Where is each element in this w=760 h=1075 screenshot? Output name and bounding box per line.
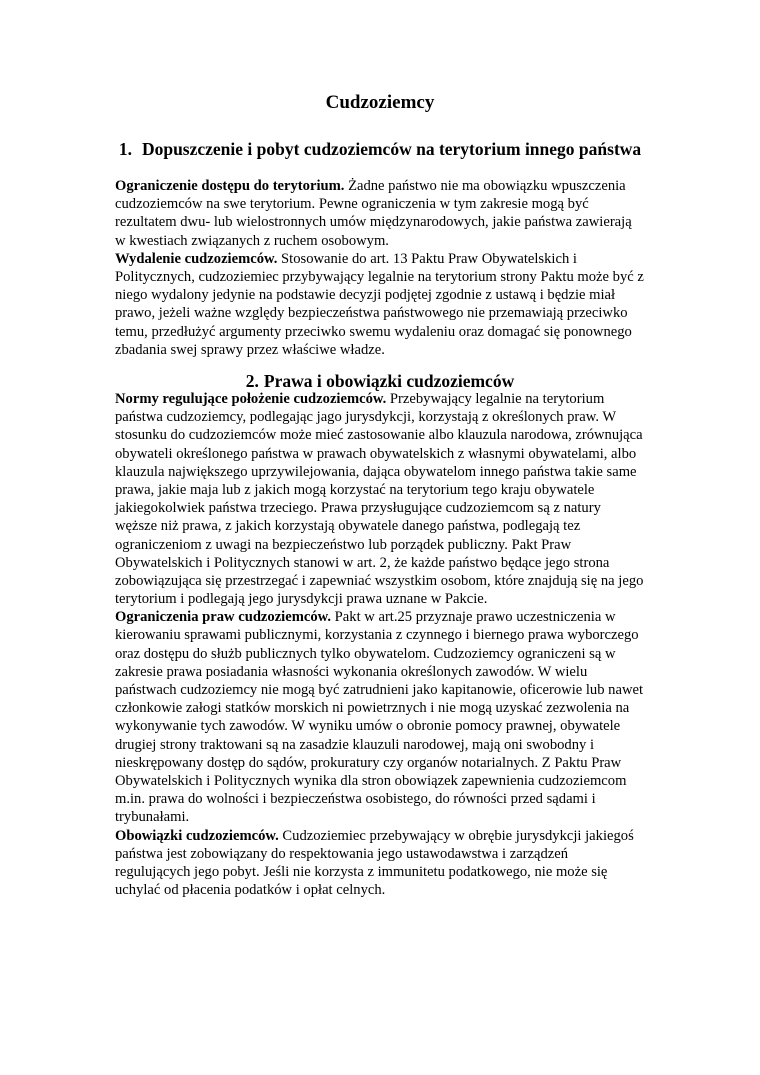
line-text: Politycznych, cudzoziemiec przybywający legalnie na terytorium strony Paktu może być z	[115, 268, 644, 285]
text-line	[115, 554, 655, 572]
text-line	[115, 845, 655, 863]
line-text: państwa jest zobowiązany do respektowania jego ustawodawstwa i zarządzeń	[115, 845, 569, 862]
text-line	[115, 390, 655, 408]
text-line	[115, 608, 655, 626]
line-text: kierowaniu sprawami publicznymi, korzystania z czynnego i biernego prawa wyborczego	[115, 627, 639, 644]
text-line	[115, 195, 655, 213]
line-text: jakiegokolwiek państwa trzeciego. Prawa przysługujące cudzoziemcom są z natury	[115, 500, 601, 517]
text-line	[115, 645, 655, 663]
section-2-number: 2.	[245, 371, 259, 391]
line-text: obywateli określonego państwa w prawach obywatelskich z własnymi obywatelami, albo	[115, 445, 637, 462]
text-line	[115, 517, 655, 535]
line-text: cudzoziemców na swe terytorium. Pewne ograniczenia w tym zakresie mogą być	[115, 196, 589, 213]
line-text: niego wydalony jedynie na podstawie decyzji podjętej zgodnie z ustawą i będzie miał	[115, 287, 616, 304]
text-line	[115, 626, 655, 644]
line-text: zobowiązująca się przestrzegać i zapewniać wszystkim osobom, które znajdują się na jego	[115, 572, 644, 589]
bold-lead-term: Ograniczenia praw cudzoziemców.	[115, 609, 332, 626]
text-line	[115, 590, 655, 608]
section-1-heading	[0, 138, 760, 160]
text-line	[115, 341, 655, 359]
text-line	[115, 863, 655, 881]
section-2-body	[115, 390, 655, 899]
text-line	[115, 772, 655, 790]
line-text: ograniczeniom z uwagi na bezpieczeństwo lub porządek publiczny. Pakt Praw	[115, 536, 572, 553]
text-line	[115, 499, 655, 517]
text-line	[115, 445, 655, 463]
line-text: uchylać od płacenia podatków i opłat celnych.	[115, 882, 386, 899]
line-text: drugiej strony traktowani są na zasadzie klauzuli narodowej, mają oni swobodny i	[115, 736, 595, 753]
line-text: klauzula największego uprzywilejowania, dająca obywatelom innego państwa takie same	[115, 463, 637, 480]
document-title: Cudzoziemcy	[325, 92, 435, 113]
text-line	[115, 536, 655, 554]
text-line	[115, 286, 655, 304]
line-text: zbadania swej sprawy przez właściwe władze.	[115, 341, 385, 358]
line-text: państwach cudzoziemcy nie mogą być zatrudnieni jako kapitanowie, oficerowie lub nawet	[115, 682, 644, 698]
line-text: Stosowanie do art. 13 Paktu Praw Obywatelskich i	[277, 250, 577, 267]
line-text: członkowie załogi statków morskich ni powietrznych i nie mogą uzyskać zezwolenia na	[115, 700, 630, 717]
text-line	[115, 699, 655, 717]
section-1-body	[115, 177, 655, 359]
text-line	[115, 250, 655, 268]
line-text: Żadne państwo nie ma obowiązku wpuszczenia	[344, 178, 626, 194]
line-text: nieskrępowany dostęp do sądów, prokuratury czy organów notarialnych. Z Paktu Praw	[115, 754, 622, 771]
line-text: stosunku do cudzoziemców może mieć zastosowanie albo klauzula narodowa, zrównująca	[115, 427, 643, 444]
text-line	[115, 827, 655, 845]
section-1-heading-text: Dopuszczenie i pobyt cudzoziemców na terytorium innego państwa	[141, 139, 642, 159]
line-text: Przebywający legalnie na terytorium	[386, 391, 605, 407]
line-text: wykonywanie tych zawodów. W wyniku umów o obronie pomocy prawnej, obywatele	[115, 718, 621, 735]
text-line	[115, 736, 655, 754]
text-line	[115, 881, 655, 899]
bold-lead-term: Normy regulujące położenie cudzoziemców.	[115, 391, 387, 407]
line-text: prawo, jeżeli ważne względy bezpieczeństwa państwowego nie przemawiają przeciwko	[115, 305, 628, 322]
line-text: państwa cudzoziemcy, podlegając jago jurysdykcji, korzystają z określonych praw. W	[115, 409, 617, 426]
line-text: węższe niż prawa, z jakich korzystają obywatele danego państwa, podlegają tez	[115, 518, 581, 535]
text-line	[115, 426, 655, 444]
text-line	[115, 232, 655, 250]
section-1-number: 1.	[118, 139, 132, 159]
text-line	[115, 323, 655, 341]
text-line	[115, 790, 655, 808]
section-2-heading	[0, 370, 760, 392]
text-line	[115, 268, 655, 286]
text-line	[115, 681, 655, 699]
line-text: prawa, jakie maja lub z jakich mogą korzystać na terytorium tego kraju obywatele	[115, 481, 595, 498]
text-line	[115, 572, 655, 590]
line-text: zakresie prawa posiadania własności wykonania określonych zawodów. W wielu	[115, 663, 588, 680]
line-text: Obywatelskich i Politycznych wynika dla stron obowiązek zapewnienia cudzoziemcom	[115, 772, 627, 789]
text-line	[115, 408, 655, 426]
text-line	[115, 463, 655, 481]
line-text: terytorium i podlegają jego jurysdykcji prawa uznane w Pakcie.	[115, 591, 488, 608]
bold-lead-term: Obowiązki cudzoziemców.	[115, 827, 279, 844]
text-line	[115, 808, 655, 826]
line-text: Obywatelskich i Politycznych stanowi w art. 2, że każde państwo będące jego strona	[115, 554, 610, 571]
line-text: rezultatem dwu- lub wielostronnych umów międzynarodowych, jakie państwa zawierają	[115, 214, 632, 231]
line-text: Cudzoziemiec przebywający w obrębie jurysdykcji jakiegoś	[278, 827, 634, 844]
line-text: trybunałami.	[115, 809, 190, 826]
text-line	[115, 717, 655, 735]
section-2-heading-text: Prawa i obowiązki cudzoziemców	[263, 371, 515, 391]
text-line	[115, 177, 655, 195]
text-line	[115, 304, 655, 322]
text-line	[115, 213, 655, 231]
bold-lead-term: Wydalenie cudzoziemców.	[115, 250, 278, 267]
line-text: oraz dostępu do służb publicznych tylko obywatelom. Cudzoziemcy ograniczeni są w	[115, 645, 616, 662]
line-text: m.in. prawa do wolności i bezpieczeństwa osobistego, do równości przed sądami i	[115, 791, 596, 808]
bold-lead-term: Ograniczenie dostępu do terytorium.	[115, 178, 345, 194]
text-line	[115, 663, 655, 681]
line-text: Pakt w art.25 przyznaje prawo uczestniczenia w	[331, 609, 616, 626]
line-text: w kwestiach związanych z ruchem osobowym.	[115, 232, 389, 249]
text-line	[115, 481, 655, 499]
line-text: temu, przedłużyć argumenty przeciwko swemu wydaleniu oraz domagać się ponownego	[115, 323, 632, 340]
text-line	[115, 754, 655, 772]
line-text: regulujących jego pobyt. Jeśli nie korzysta z immunitetu podatkowego, nie może się	[115, 863, 608, 880]
